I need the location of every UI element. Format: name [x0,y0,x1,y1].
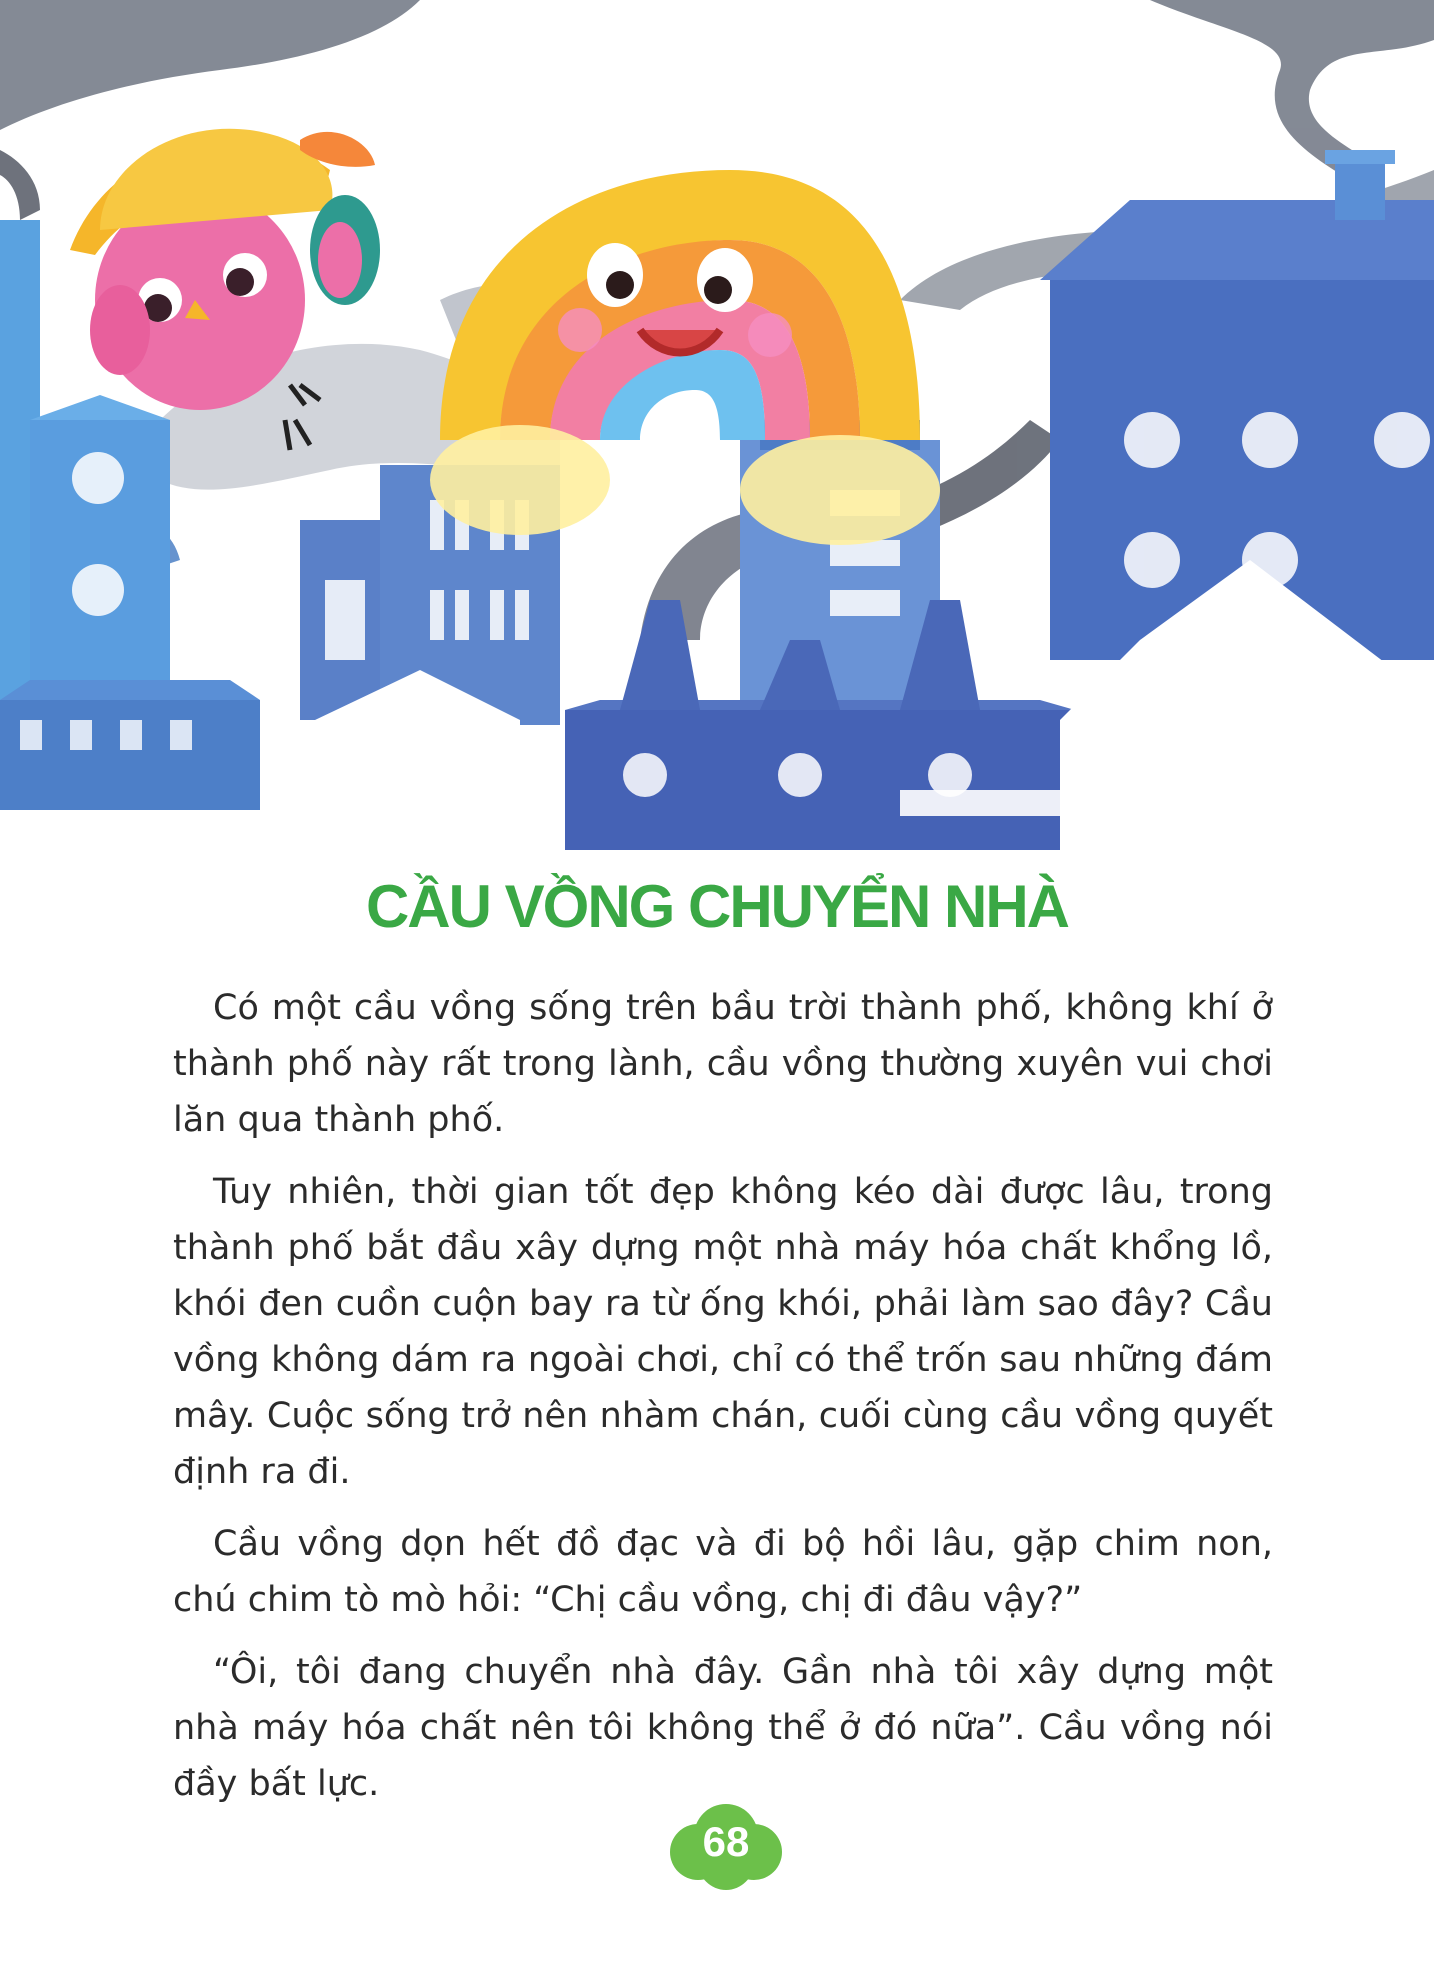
story-title: CẦU VỒNG CHUYỂN NHÀ [365,873,1069,940]
city-buildings-front [0,560,1434,850]
story-paragraph: “Ôi, tôi đang chuyển nhà đây. Gần nhà tôi xây dựng một nhà máy hóa chất nên tôi không thể ở đó nữa”. Cầu vồng nói đầy bất lực. [173,1652,1273,1804]
story-body [173,980,1273,1828]
page-number: 68 [702,1818,750,1865]
story-paragraph: Có một cầu vồng sống trên bầu trời thành phố, không khí ở thành phố này rất trong lành, cầu vồng thường xuyên vui chơi lăn qua thành phố. [173,988,1273,1140]
story-illustration [0,0,1434,850]
rainbow-character [430,170,940,545]
story-paragraph: Tuy nhiên, thời gian tốt đẹp không kéo dài được lâu, trong thành phố bắt đầu xây dựng một nhà máy hóa chất khổng lồ, khói đen cuồn cuộn bay ra từ ống khói, phải làm sao đây? Cầu vồng không dám ra ngoài chơi, chỉ có thể trốn sau những đám mây. Cuộc sống trở nên nhàm chán, cuối cùng cầu vồng quyết định ra đi. [173,1172,1273,1492]
story-paragraph: Cầu vồng dọn hết đồ đạc và đi bộ hồi lâu, gặp chim non, chú chim tò mò hỏi: “Chị cầu vồng, chị đi đâu vậy?” [173,1524,1273,1620]
